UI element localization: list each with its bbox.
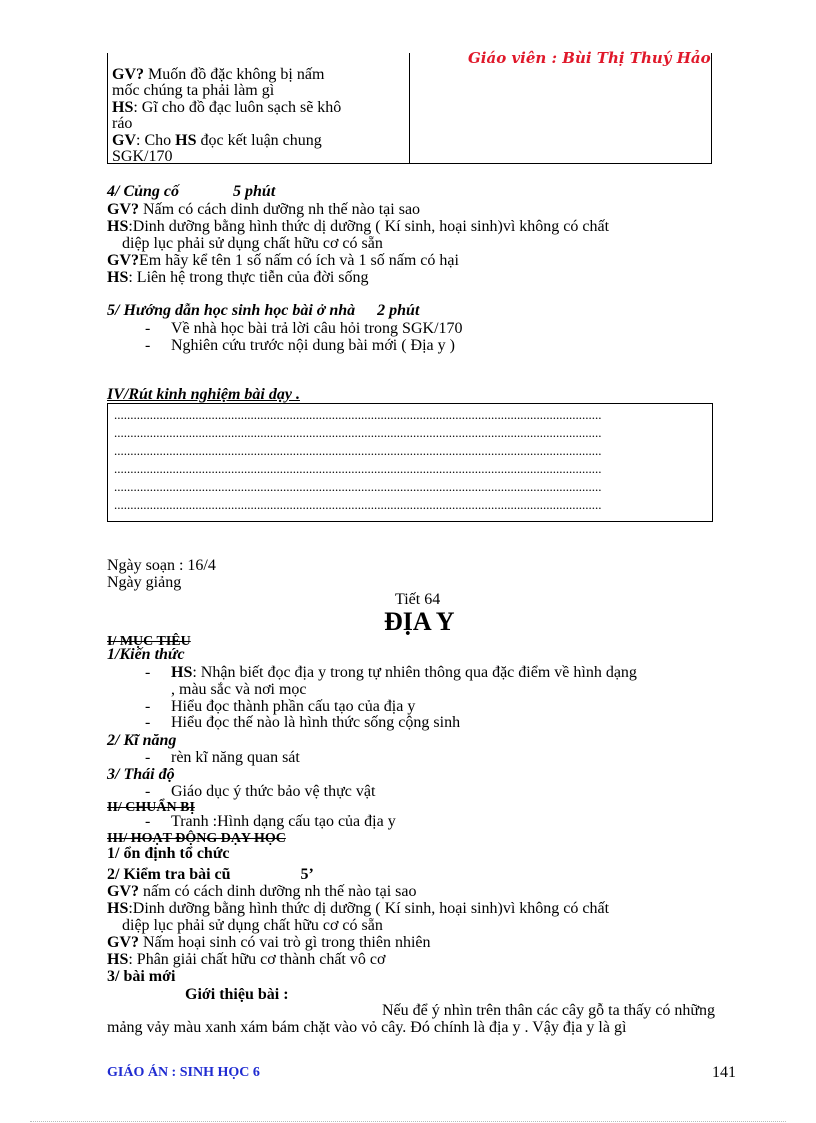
rut-kinh-nghiem-box [107, 403, 713, 522]
teacher-name: Giáo viên : Bùi Thị Thuý Hảo [468, 49, 711, 67]
kien-thuc-item-cont: , màu sắc và nơi mọc [171, 681, 307, 698]
huong-dan-item: - Nghiên cứu trước nội dung bài mới ( Địa y ) [145, 337, 455, 354]
table-line-6: SGK/170 [112, 148, 173, 165]
huong-dan-item: - Về nhà học bài trả lời câu hỏi trong SGK/170 [145, 320, 463, 337]
thai-do-item: - Giáo dục ý thức bảo vệ thực vật [145, 783, 376, 800]
table-line-1: GV? Muốn đồ đặc không bị nấm [112, 66, 325, 83]
footer-subject: GIÁO ÁN : SINH HỌC 6 [107, 1065, 260, 1080]
kien-thuc-item: - Hiểu đọc thế nào là hình thức sống cộng sinh [145, 714, 461, 731]
section-hoat-dong-heading: III/ HOẠT ĐỘNG DẠY HỌC [107, 831, 286, 846]
bai-moi-heading: 3/ bài mới [107, 968, 176, 985]
kiem-tra-answer-2: HS: Phân giải chất hữu cơ thành chất vô cơ [107, 951, 386, 968]
table-line-5: GV: Cho HS đọc kết luận chung [112, 132, 322, 149]
dotted-line: ...................................................................................................................................................... [114, 461, 602, 476]
kiem-tra-answer-1-cont: diệp lục phải sử dụng chất hữu cơ có sẵn [122, 917, 383, 934]
ngay-soan: Ngày soạn : 16/4 [107, 557, 216, 574]
kien-thuc-item: - HS: Nhận biết đọc địa y trong tự nhiên thông qua đặc điểm về hình dạng [145, 664, 637, 681]
ki-nang-heading: 2/ Kĩ năng [107, 732, 177, 749]
page-number: 141 [712, 1064, 736, 1081]
gioi-thieu-paragraph-1: Nếu để ý nhìn trên thân các cây gỗ ta thấy có những [382, 1002, 715, 1019]
section-huong-dan-heading: 5/ Hướng dẫn học sinh học bài ở nhà 2 phút [107, 302, 420, 319]
lesson-title: ĐỊA Y [384, 607, 455, 636]
dotted-line: ...................................................................................................................................................... [114, 443, 602, 458]
cung-co-question-2: GV?Em hãy kể tên 1 số nấm có ích và 1 số nấm có hại [107, 252, 459, 269]
kiem-tra-heading: 2/ Kiểm tra bài cũ 5’ [107, 866, 314, 883]
section-rut-kinh-nghiem-heading: IV/Rút kinh nghiệm bài dạy . [107, 386, 300, 403]
cung-co-question-1: GV? Nấm có cách dinh dưỡng nh thế nào tại sao [107, 201, 421, 218]
dotted-line: ...................................................................................................................................................... [114, 425, 602, 440]
table-line-4: ráo [112, 115, 133, 132]
tiet-number: Tiết 64 [395, 591, 441, 608]
gioi-thieu-paragraph-2: mảng vảy màu xanh xám bám chặt vào vỏ cây. Đó chính là địa y . Vậy địa y là gì [107, 1019, 627, 1036]
gioi-thieu-heading: Giới thiệu bài : [185, 986, 289, 1003]
dotted-line: ...................................................................................................................................................... [114, 407, 602, 422]
section-muc-tieu-heading: I/ MỤC TIÊU [107, 634, 191, 649]
kien-thuc-heading: 1/Kiến thức [107, 646, 185, 663]
table-line-3: HS: Gĩ cho đồ đạc luôn sạch sẽ khô [112, 99, 342, 116]
cung-co-answer-1-cont: diệp lục phải sử dụng chất hữu cơ có sẵn [122, 235, 383, 252]
cung-co-answer-1: HS:Dinh dưỡng bằng hình thức dị dưỡng ( Kí sinh, hoại sinh)vì không có chất [107, 218, 610, 235]
section-chuan-bi-heading: II/ CHUẨN BỊ [107, 800, 195, 815]
thai-do-heading: 3/ Thái độ [107, 766, 175, 783]
kiem-tra-question-1: GV? nấm có cách dinh dưỡng nh thế nào tại sao [107, 883, 417, 900]
on-dinh-heading: 1/ ổn định tổ chức [107, 845, 230, 862]
dotted-line: ...................................................................................................................................................... [114, 497, 602, 512]
table-column-divider [409, 53, 410, 163]
ngay-giang: Ngày giảng [107, 574, 182, 591]
footer-rule [30, 1121, 786, 1122]
chuan-bi-item: - Tranh :Hình dạng cấu tạo của địa y [145, 813, 396, 830]
cung-co-answer-2: HS: Liên hệ trong thực tiễn của đời sống [107, 269, 369, 286]
section-cung-co-heading: 4/ Củng cố 5 phút [107, 183, 276, 200]
ki-nang-item: - rèn kĩ năng quan sát [145, 749, 300, 766]
table-line-2: mốc chúng ta phải làm gì [112, 82, 275, 99]
kiem-tra-question-2: GV? Nấm hoại sinh có vai trò gì trong thiên nhiên [107, 934, 431, 951]
kiem-tra-answer-1: HS:Dinh dưỡng bằng hình thức dị dưỡng ( Kí sinh, hoại sinh)vì không có chất [107, 900, 610, 917]
dotted-line: ...................................................................................................................................................... [114, 479, 602, 494]
kien-thuc-item: - Hiểu đọc thành phần cấu tạo của địa y [145, 698, 416, 715]
